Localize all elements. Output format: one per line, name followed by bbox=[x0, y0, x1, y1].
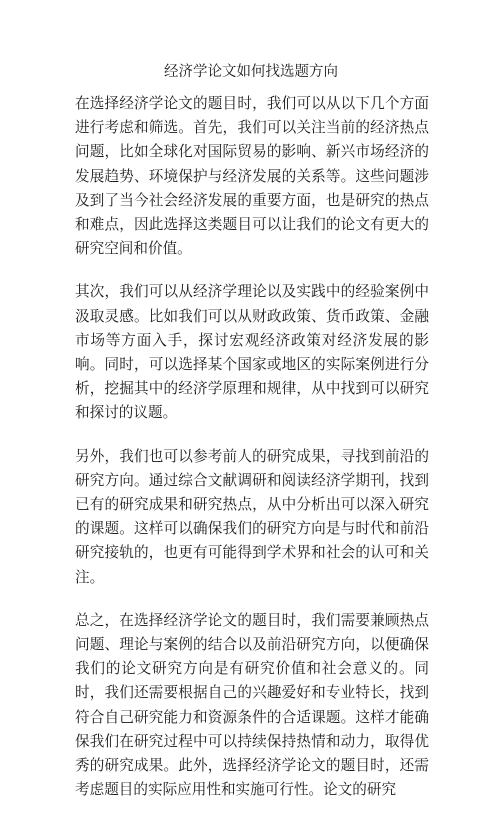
paragraph-2: 其次，我们可以从经济学理论以及实践中的经验案例中汲取灵感。比如我们可以从财政政策、货币政策、金融市场等方面入手，探讨宏观经济政策对经济发展的影响。同时，可以选择某个国家或地区的实际案例进行分析，挖掘其中的经济学原理和规律，从中找到可以研究和探讨的议题。 bbox=[75, 283, 429, 422]
paragraph-4: 总之，在选择经济学论文的题目时，我们需要兼顾热点问题、理论与案例的结合以及前沿研究方向，以便确保我们的论文研究方向是有研究价值和社会意义的。同时，我们还需要根据自己的兴趣爱好和专业特长，找到符合自己研究能力和资源条件的合适课题。这样才能确保我们在研究过程中可以持续保持热情和动力，取得优秀的研究成果。此外，选择经济学论文的题目时，还需考虑题目的实际应用性和实施可行性。论文的研究 bbox=[75, 611, 429, 799]
paragraph-3: 另外，我们也可以参考前人的研究成果，寻找到前沿的研究方向。通过综合文献调研和阅读经济学期刊，找到已有的研究成果和研究热点，从中分析出可以深入研究的课题。这样可以确保我们的研究方向是与时代和前沿研究接轨的，也更有可能得到学术界和社会的认可和关注。 bbox=[75, 447, 429, 586]
document-body bbox=[75, 92, 429, 821]
document-title: 经济学论文如何找选题方向 bbox=[164, 64, 338, 80]
paragraph-1: 在选择经济学论文的题目时，我们可以从以下几个方面进行考虑和筛选。首先，我们可以关注当前的经济热点问题，比如全球化对国际贸易的影响、新兴市场经济的发展趋势、环境保护与经济发展的关系等。这些问题涉及到了当今社会经济发展的重要方面，也是研究的热点和难点，因此选择这类题目可以让我们的论文有更大的研究空间和价值。 bbox=[75, 95, 429, 258]
